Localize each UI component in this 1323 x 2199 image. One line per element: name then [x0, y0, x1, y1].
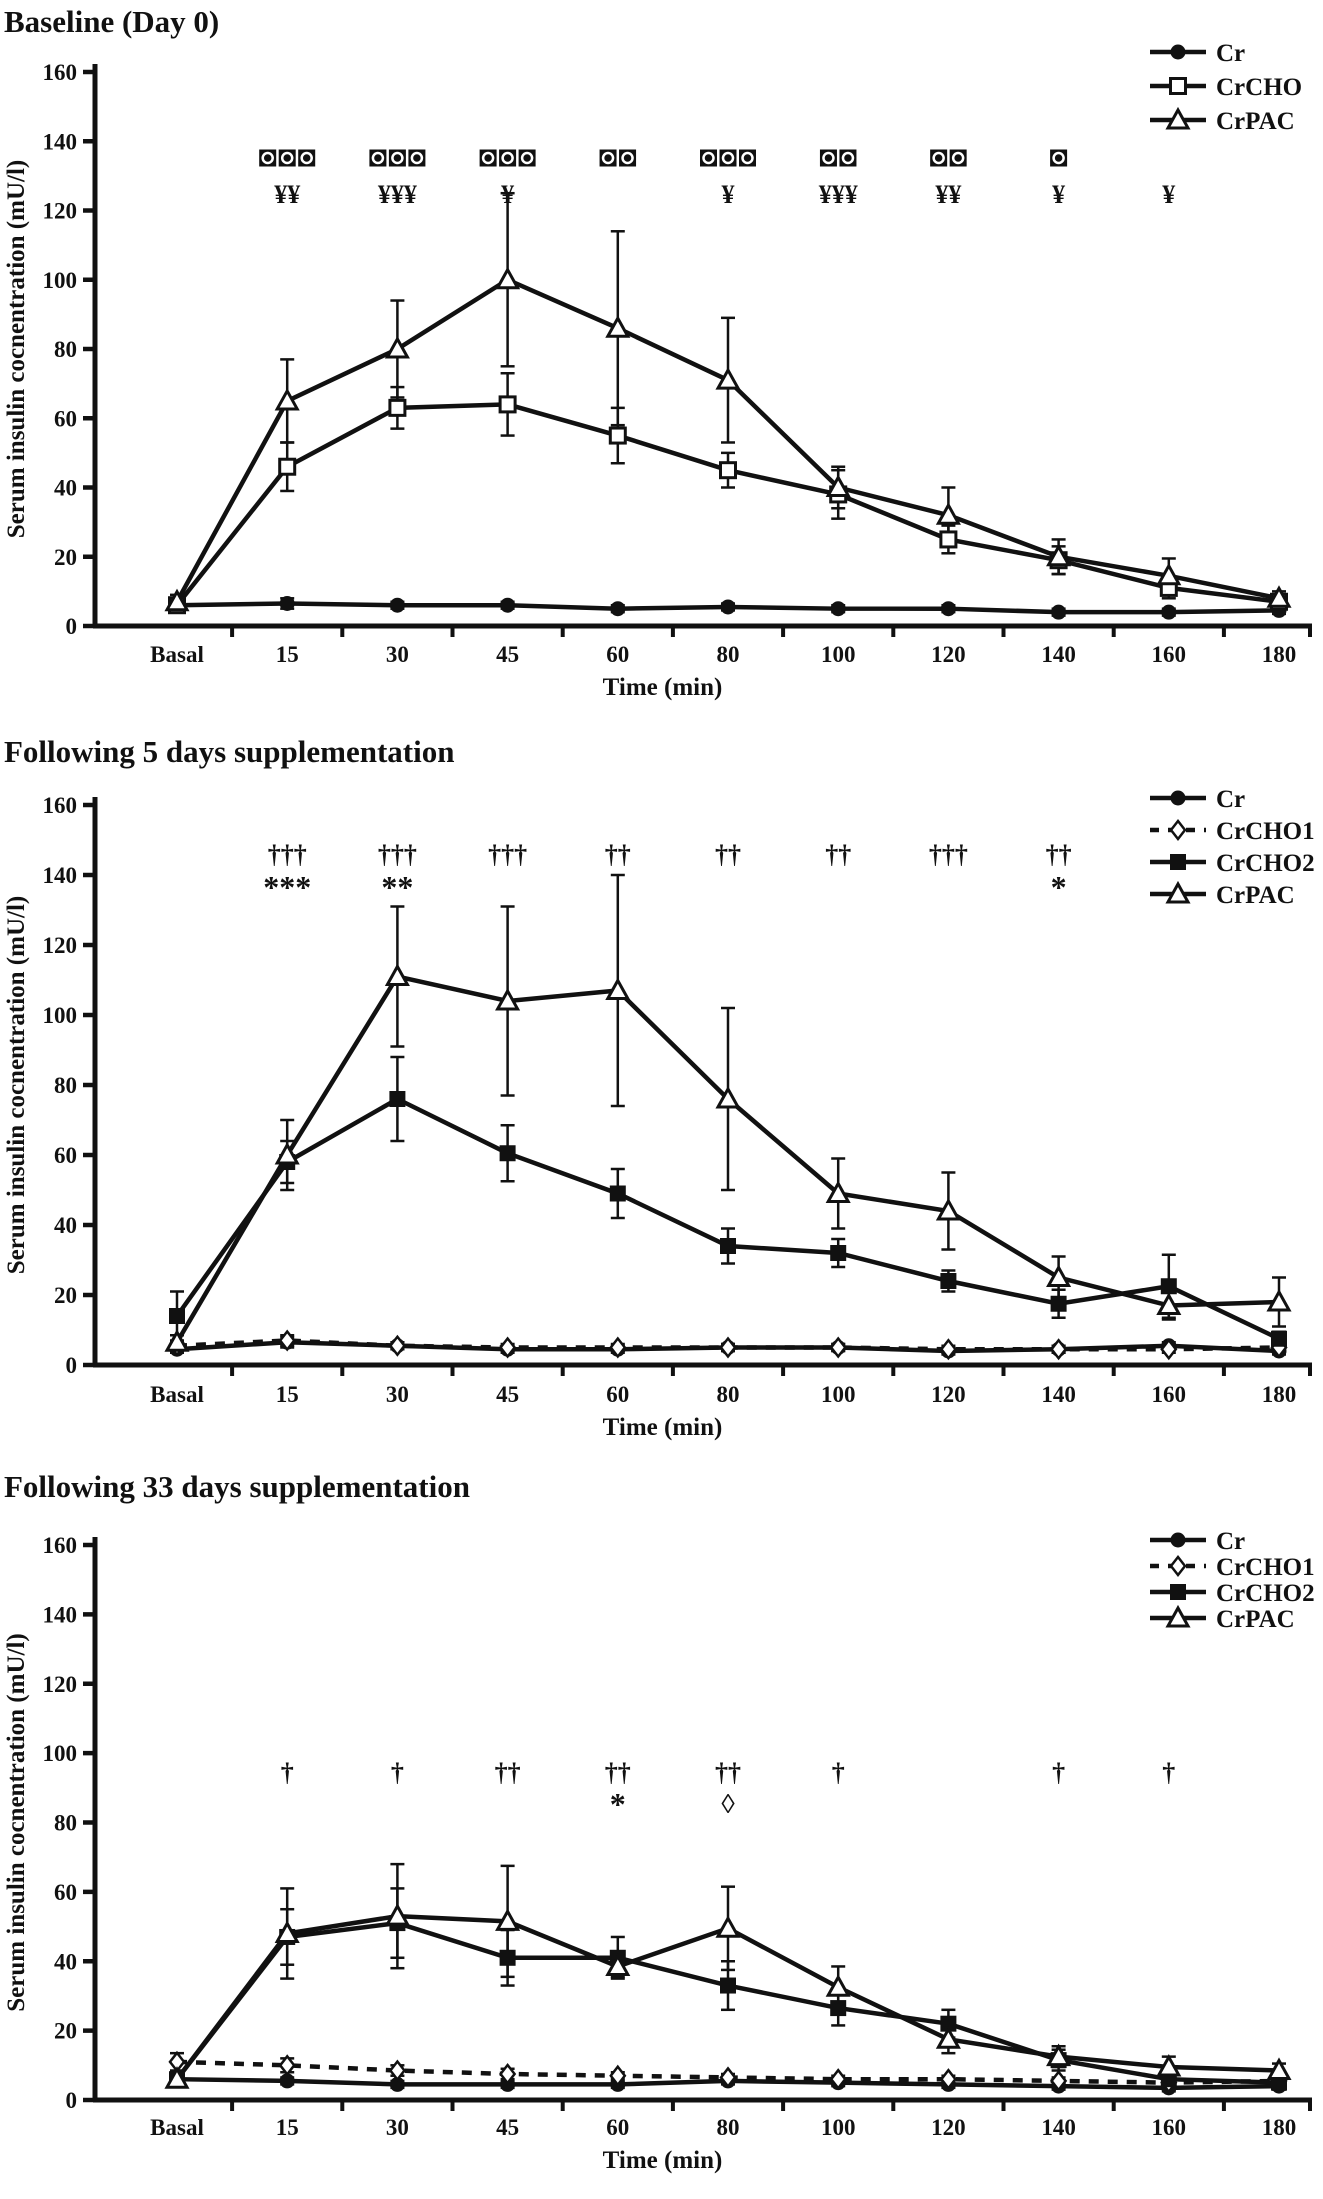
svg-text:†††: †††: [377, 840, 417, 869]
svg-text:†: †: [1052, 1758, 1066, 1787]
svg-text:30: 30: [385, 1382, 409, 1407]
chart-canvas-33days: [0, 1465, 1323, 2199]
svg-text:**: **: [381, 869, 414, 905]
svg-text:45: 45: [496, 2115, 520, 2140]
svg-text:180: 180: [1261, 1382, 1297, 1407]
svg-text:CrCHO1: CrCHO1: [1216, 818, 1315, 845]
svg-text:140: 140: [42, 1602, 77, 1628]
svg-text:¥¥: ¥¥: [935, 180, 962, 209]
svg-text:80: 80: [716, 1382, 740, 1407]
svg-text:†: †: [390, 1758, 404, 1787]
svg-text:¥¥¥: ¥¥¥: [818, 180, 858, 209]
svg-text:120: 120: [42, 933, 77, 958]
svg-text:120: 120: [931, 1382, 966, 1407]
svg-text:Time (min): Time (min): [602, 1414, 723, 1441]
svg-text:160: 160: [42, 60, 77, 85]
svg-text:Basal: Basal: [150, 2115, 204, 2140]
chart-section-5days: [0, 730, 1323, 1465]
svg-text:†: †: [831, 1758, 845, 1787]
svg-text:100: 100: [42, 267, 77, 293]
svg-text:CrCHO2: CrCHO2: [1216, 850, 1315, 877]
svg-text:100: 100: [820, 2115, 856, 2140]
svg-text:140: 140: [42, 129, 77, 155]
svg-text:†††: †††: [488, 840, 528, 869]
chart-title-33days: Following 33 days supplementation: [4, 1469, 470, 1504]
svg-text:¥: ¥: [1162, 180, 1176, 209]
svg-text:140: 140: [1041, 1382, 1076, 1407]
svg-text:60: 60: [606, 1382, 630, 1407]
svg-text:15: 15: [275, 1382, 299, 1407]
svg-text:***: ***: [263, 869, 312, 905]
svg-text:100: 100: [820, 1382, 856, 1407]
svg-text:¥: ¥: [721, 180, 735, 209]
svg-text:80: 80: [54, 1073, 77, 1098]
svg-text:††: ††: [604, 1758, 631, 1787]
svg-text:140: 140: [42, 863, 77, 888]
svg-text:0: 0: [65, 2088, 77, 2113]
svg-text:40: 40: [54, 1949, 77, 1975]
svg-text:††: ††: [715, 1758, 741, 1787]
svg-text:0: 0: [65, 1353, 77, 1378]
svg-text:††: ††: [825, 840, 852, 869]
svg-text:*: *: [609, 1786, 626, 1822]
svg-text:††: ††: [1045, 840, 1072, 869]
svg-text:80: 80: [54, 337, 77, 362]
svg-text:††: ††: [494, 1758, 521, 1787]
svg-text:*: *: [1050, 869, 1067, 905]
svg-text:100: 100: [42, 1741, 77, 1767]
svg-text:160: 160: [1151, 1382, 1187, 1407]
svg-text:160: 160: [1151, 2115, 1187, 2140]
svg-text:40: 40: [54, 1213, 77, 1238]
svg-text:140: 140: [1041, 642, 1076, 667]
svg-text:60: 60: [606, 2115, 630, 2140]
svg-text:60: 60: [606, 642, 630, 667]
svg-text:180: 180: [1261, 2115, 1297, 2140]
svg-text:CrPAC: CrPAC: [1216, 882, 1295, 909]
svg-text:60: 60: [54, 1143, 77, 1168]
svg-text:††: ††: [715, 840, 741, 869]
svg-text:80: 80: [716, 2115, 740, 2140]
svg-text:CrPAC: CrPAC: [1216, 108, 1295, 135]
svg-text:80: 80: [54, 1810, 77, 1836]
svg-text:160: 160: [42, 1533, 77, 1558]
chart-section-baseline: [0, 0, 1323, 730]
svg-text:Basal: Basal: [150, 1382, 204, 1407]
svg-text:Time (min): Time (min): [602, 2147, 723, 2174]
svg-text:¥¥¥: ¥¥¥: [377, 180, 417, 209]
svg-text:30: 30: [385, 642, 409, 667]
chart-canvas-5days: [0, 730, 1323, 1465]
svg-text:120: 120: [931, 642, 966, 667]
svg-text:20: 20: [54, 1283, 77, 1308]
svg-text:CrCHO1: CrCHO1: [1216, 1554, 1315, 1581]
svg-text:140: 140: [1041, 2115, 1076, 2140]
svg-text:160: 160: [1151, 642, 1187, 667]
chart-section-33days: [0, 1465, 1323, 2199]
svg-text:160: 160: [42, 793, 77, 818]
svg-text:Cr: Cr: [1216, 1528, 1246, 1555]
svg-text:¥¥: ¥¥: [274, 180, 301, 209]
chart-canvas-baseline: [0, 0, 1323, 730]
svg-text:45: 45: [496, 1382, 520, 1407]
svg-text:30: 30: [385, 2115, 409, 2140]
svg-text:100: 100: [42, 1003, 77, 1028]
svg-text:100: 100: [820, 642, 856, 667]
svg-text:180: 180: [1261, 642, 1297, 667]
svg-text:†: †: [280, 1758, 294, 1787]
svg-text:20: 20: [54, 2018, 77, 2044]
svg-text:CrCHO2: CrCHO2: [1216, 1580, 1315, 1607]
svg-text:120: 120: [931, 2115, 966, 2140]
svg-text:80: 80: [716, 642, 740, 667]
svg-text:†††: †††: [267, 840, 307, 869]
svg-text:Serum insulin cocnentration (m: Serum insulin cocnentration (mU/l): [3, 159, 30, 539]
svg-text:60: 60: [54, 406, 77, 432]
svg-text:20: 20: [54, 544, 77, 570]
svg-text:Cr: Cr: [1216, 786, 1246, 813]
svg-text:†††: †††: [928, 840, 968, 869]
svg-text:15: 15: [275, 642, 299, 667]
svg-text:120: 120: [42, 198, 77, 224]
svg-text:45: 45: [496, 642, 520, 667]
svg-text:††: ††: [604, 840, 631, 869]
svg-text:Serum insulin cocnentration (m: Serum insulin cocnentration (mU/l): [3, 895, 30, 1275]
chart-title-5days: Following 5 days supplementation: [4, 734, 455, 769]
svg-text:◊: ◊: [721, 1789, 735, 1819]
svg-text:0: 0: [65, 614, 77, 639]
svg-text:60: 60: [54, 1879, 77, 1905]
svg-text:¥: ¥: [1052, 180, 1066, 209]
svg-text:Cr: Cr: [1216, 40, 1246, 67]
svg-text:40: 40: [54, 475, 77, 501]
svg-text:¥: ¥: [501, 180, 515, 209]
svg-text:CrCHO: CrCHO: [1216, 74, 1303, 101]
svg-text:120: 120: [42, 1671, 77, 1697]
svg-text:†: †: [1162, 1758, 1176, 1787]
svg-text:Basal: Basal: [150, 642, 204, 667]
chart-title-baseline: Baseline (Day 0): [4, 4, 220, 39]
svg-text:CrPAC: CrPAC: [1216, 1606, 1295, 1633]
svg-text:Serum insulin cocnentration (m: Serum insulin cocnentration (mU/l): [3, 1633, 30, 2012]
svg-text:15: 15: [275, 2115, 299, 2140]
svg-text:Time (min): Time (min): [602, 674, 723, 701]
